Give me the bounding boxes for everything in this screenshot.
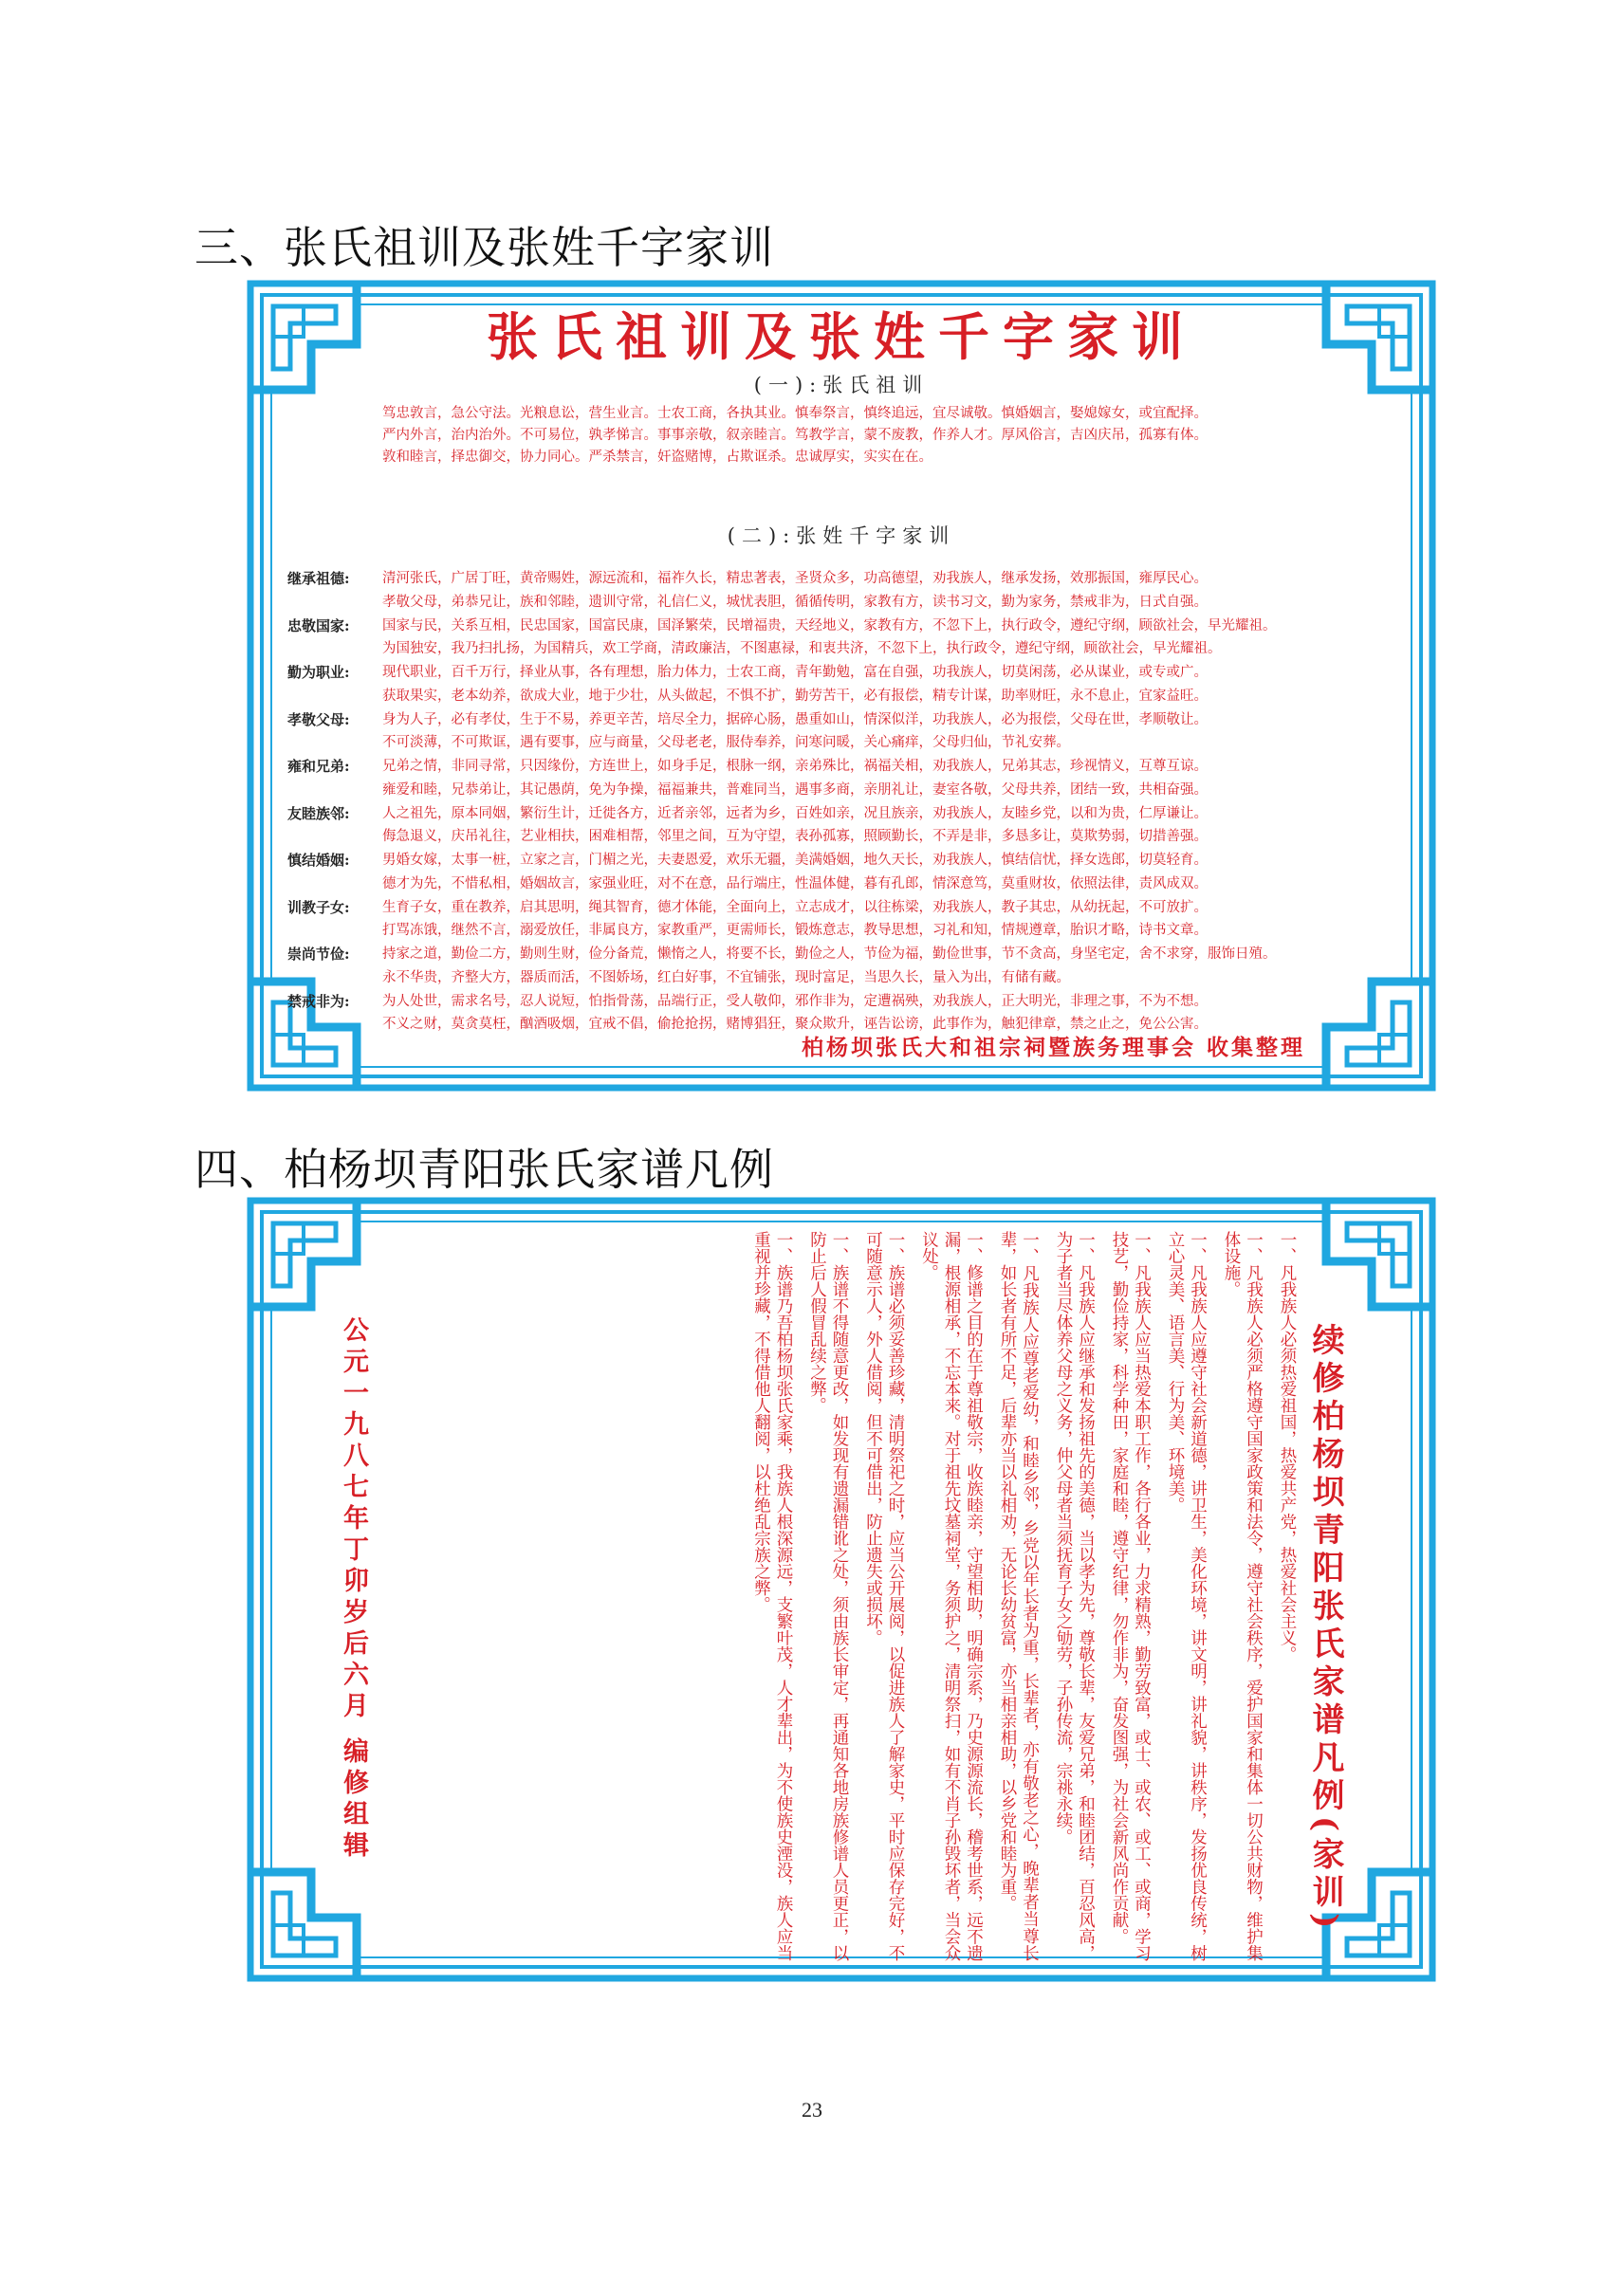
qianzi-section [287,661,1359,708]
qianzi-section [287,755,1359,802]
qianzi-section [287,615,1359,662]
fanli-item: 一、凡我族人应当热爱本职工作，各行各业，力求精熟，勤劳致富，或士、或农、或工、或商，学习技艺，勤俭持家，科学种田，家庭和睦，遵守纪律，勿作非为，奋发图强，为社会新风尚作贡献。 [1110,1231,1152,1961]
compilation-date: 公元一九八七年丁卯岁后六月 编修组辑 [339,1316,368,1864]
family-motto-panel [245,278,1438,1093]
part1-heading: (一):张氏祖训 [753,374,930,396]
section-3-heading: 三、张氏祖训及张姓千字家训 [194,222,774,273]
section-line: 清河张氏，广居丁旺，黄帝赐姓，源远流和，福祚久长，精忠著表，圣贤众多，功高德望，劝我族人，继承发扬，效那振国，雍厚民心。 [382,571,1208,586]
section-line: 国家与民，关系互相，民忠国家，国富民康，国泽繁荣，民增福贵，天经地义，家教有方，不忽下上，执行政令，遵纪守纲，顾欲社会，早光耀祖。 [382,617,1277,634]
fanli-columns [425,1231,1298,1961]
section-line: 为人处世，需求名号，忍人说短，怕指骨荡，品端行正，受人敬仰，邪作非为，定遭祸殃，劝我族人，正大明光，非理之事，不为不想。 [382,993,1208,1009]
fanli-item: 一、族谱必须妥善珍藏，清明祭祀之时，应当公开展阅，以促进族人了解家史，平时应保存完好，不可随意示人，外人借阅，但不可借出，防止遗失或损坏。 [863,1231,905,1961]
part2-heading: (二):张姓千字家训 [727,524,956,547]
panel1-signature: 柏杨坝张氏大和祖宗祠暨族务理事会 收集整理 [801,1035,1305,1060]
zuxun-text [382,403,1331,468]
section-line: 为国独安，我乃扫扎扬，为国精兵，欢工学商，清政廉洁，不图惠禄，和衷共济，不忽下上，执行政令，遵纪守纲，顾欲社会，早光耀祖。 [382,641,1222,656]
genealogy-rules-panel [245,1195,1438,1984]
section-text [382,615,1359,662]
section-line: 身为人子，必有孝仗，生于不易，养更辛苦，培尽全力，据碎心肠，愚重如山，情深似洋，功我族人，必为报偿，父母在世，孝顺敬让。 [382,711,1208,727]
section-line: 不可淡薄，不可欺诓，遇有要事，应与商量，父母老老，服侍奉养，问寒问暖，关心痛痒，父母归仙，节礼安葬。 [382,735,1070,750]
section-line: 不义之财，莫贪莫枉，酗酒吸烟，宜戒不倡，偷抢抢拐，赌博猖狂，聚众欺升，诬告讼谤，此事作为，触犯律章，禁之止之，免公公害。 [382,1017,1208,1032]
section-label: 训教子女: [287,898,350,916]
section-text [382,661,1359,708]
fanli-item: 一、修谱之目的在于尊祖敬宗，收族睦亲，守望相助，明确宗系，乃史源源流长，稽考世系，远不遗漏，根源相承，不忘本来。对于祖先坟墓祠堂，务须护之，清明祭扫，如有不肖子孙毁坏者，当会众议处。 [919,1231,984,1961]
section-label: 孝敬父母: [287,710,350,728]
fanli-item: 一、凡我族人应尊老爱幼，和睦乡邻，乡党以年长者为重，长辈者，亦有敬老之心，晚辈者当尊长辈，如长者有所不足，后辈亦当以礼相劝，无论长幼贫富，亦当相亲相助，以乡党和睦为重。 [998,1231,1040,1961]
section-text [382,896,1359,944]
section-label: 禁戒非为: [287,992,350,1010]
qianzi-section [287,896,1359,944]
fanli-item: 一、族谱乃吾柏杨坝张氏家乘，我族人根深源远，支繁叶茂，人才辈出，为不使族史湮没，族人应当重视并珍藏，不得借他人翻阅，以杜绝乱宗族之弊。 [751,1231,793,1961]
section-line: 持家之道，勤俭二方，勤则生财，俭分备荒，懒惰之人，将要不长，勤俭之人，节俭为福，勤俭世事，节不贪高，身坚宅定，舍不求穿，服饰日殖。 [382,946,1277,962]
section-text [382,802,1359,850]
qianzi-section [287,708,1359,756]
zuxun-line: 严内外言，治内治外。不可易位，孰孝悌言。事事亲敬，叙亲睦言。笃教学言，蒙不废教，作养人才。厚风俗言，吉凶庆吊，孤寡有体。 [382,428,1208,443]
qianzi-section [287,567,1359,615]
section-label: 友睦族邻: [287,804,350,822]
section-text [382,849,1359,896]
section-line: 孝敬父母，弟恭兄让，族和邻睦，遗训守常，礼信仁义，城忧表胆，循循传明，家教有方，读书习文，勤为家务，禁戒非为，日式自强。 [382,594,1208,610]
section-label: 忠敬国家: [287,616,350,634]
section-4-heading: 四、柏杨坝青阳张氏家谱凡例 [194,1144,774,1195]
section-text [382,943,1359,990]
zuxun-line: 敦和睦言，择忠御交，协力同心。严杀禁言，奸盗赌博，占欺诓杀。忠诚厚实，实实在在。 [382,450,932,465]
qianzi-jiaxun [287,567,1359,1037]
section-line: 雍爱和睦，兄恭弟让，其记愚荫，免为争操，福福兼共，普难同当，遇事多商，亲朋礼让，妻室各敬，父母共养，团结一致，共相奋强。 [382,781,1208,798]
fanli-item: 一、族谱不得随意更改，如发现有遗漏错讹之处，须由族长审定，再通知各地房族修谱人员更正，以防止后人假冒乱续之弊。 [807,1231,849,1961]
section-line: 人之祖先，原本同姻，繁衍生计，迁徙各方，近者亲邻，远者为乡，百姓如亲，况且族亲，劝我族人，友睦乡党，以和为贵，仁厚谦让。 [382,805,1208,821]
section-line: 生育子女，重在教养，启其思明，绳其智育，德才体能，全面向上，立志成才，以往栋梁，劝我族人，教子其忠，从幼抚起，不可放扩。 [382,899,1208,915]
section-line: 侮急退义，庆吊礼往，艺业相扶，困难相帮，邻里之间，互为守望，表孙孤寡，照顾勤长，不弄是非，多恳多让，莫欺势弱，切措善强。 [382,829,1208,844]
section-line: 获取果实，老本幼养，欲成大业，地于少壮，从头做起，不惧不扩，勤劳苦干，必有报偿，精专计谋，助率财旺，永不息止，宜家益旺。 [382,688,1208,704]
panel1-title: 张氏祖训及张姓千字家训 [487,306,1196,367]
zuxun-line: 笃忠敦言，急公守法。光粮息讼，营生业言。士农工商，各执其业。慎奉祭言，慎终追远，宜尽诚敬。慎婚姻言，娶媳嫁女，或宜配择。 [382,406,1208,421]
fanli-item: 一、凡我族人应继承和发扬祖先的美德，当以孝为先，尊敬长辈，友爱兄弟，和睦团结，百忍风高，为子者当尽体养父母之义务，仲父母者当须抚育子女之劬劳，子孙传流，宗祧永续。 [1054,1231,1096,1961]
page-number: 23 [802,2098,822,2122]
section-text [382,567,1359,615]
section-line: 兄弟之情，非同寻常，只因缘份，方连世上，如身手足，根脉一纲，亲弟殊比，祸福关相，劝我族人，兄弟其志，珍视情义，互尊互谅。 [382,759,1208,774]
section-label: 雍和兄弟: [287,758,350,775]
section-line: 现代职业，百千万行，择业从事，各有理想，胎力体力，士农工商，青年勤勉，富在自强，功我族人，切莫闲荡，必从谋业，或专或广。 [382,665,1208,680]
qianzi-section [287,802,1359,850]
section-label: 勤为职业: [287,664,350,681]
fanli-item: 一、凡我族人必须严格遵守国家政策和法令，遵守社会秩序，爱护国家和集体一切公共财物，维护集体设施。 [1222,1231,1264,1961]
section-line: 永不华贵，齐整大方，器质而活，不图娇场，红白好事，不宜铺张，现时富足，当思久长，量入为出，有储有藏。 [382,969,1070,985]
section-text [382,755,1359,802]
section-line: 打骂冻饿，继然不言，溺爱放任，非属良方，家教重严，更需师长，锻炼意志，教导思想，习礼和知，情规遵章，胎识才略，诗书文章。 [382,923,1208,938]
section-line: 男婚女嫁，太事一桩，立家之言，门楣之光，夫妻恩爱，欢乐无疆，美满婚姻，地久天长，劝我族人，慎结信忧，择女选郎，切莫轻育。 [382,853,1208,868]
section-line: 德才为先，不惜私相，婚姻故言，家强业旺，对不在意，品行端庄，性温体健，暮有孔郎，情深意笃，莫重财妆，依照法律，责风成双。 [382,875,1208,891]
fanli-item: 一、凡我族人必须热爱祖国，热爱共产党，热爱社会主义。 [1278,1231,1297,1662]
qianzi-section [287,943,1359,990]
section-text [382,708,1359,756]
section-label: 继承祖德: [287,570,350,587]
fanli-item: 一、凡我族人应遵守社会新道德，讲卫生，美化环境，讲文明，讲礼貌，讲秩序，发扬优良传统，树立心灵美、语言美、行为美、环境美。 [1166,1231,1208,1961]
section-label: 慎结婚姻: [287,852,350,869]
panel2-title: 续修柏杨坝青阳张氏家谱凡例(家训) [1306,1323,1344,1935]
qianzi-section [287,849,1359,896]
section-label: 崇尚节俭: [287,946,350,963]
